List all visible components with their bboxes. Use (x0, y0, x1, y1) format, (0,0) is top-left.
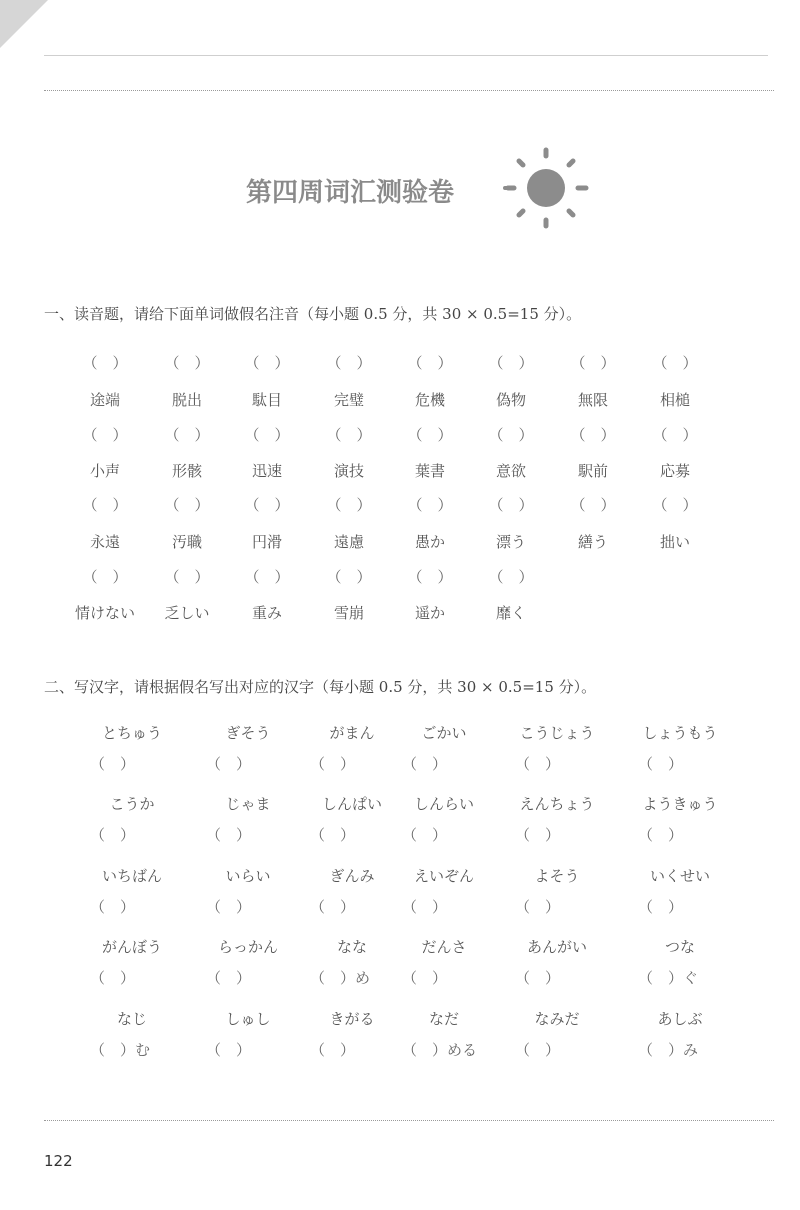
kana-word: ぎそう (225, 724, 271, 742)
kanji-answer-blank[interactable]: （ ） (90, 755, 136, 773)
vocab-word: 愚か (414, 533, 445, 551)
vocab-word: 危機 (414, 391, 445, 409)
vocab-word: 繕う (577, 533, 608, 551)
kana-word: しんぱい (321, 795, 382, 813)
kana-word: きがる (329, 1010, 375, 1028)
kana-word: いちばん (101, 867, 162, 885)
vocab-word: 小声 (89, 462, 120, 480)
reading-blank[interactable]: （ ） (82, 568, 128, 586)
vocab-word: 途端 (89, 391, 120, 409)
reading-blank[interactable]: （ ） (326, 426, 372, 444)
kana-word: つな (664, 938, 695, 956)
reading-blank[interactable]: （ ） (652, 354, 698, 372)
kanji-answer-blank[interactable]: （ ） (206, 898, 252, 916)
kanji-answer-blank[interactable]: （ ） (90, 826, 136, 844)
kanji-answer-blank[interactable]: （ ） (515, 755, 561, 773)
kanji-answer-blank[interactable]: （ ）む (90, 1041, 151, 1059)
vocab-word: 円滑 (251, 533, 282, 551)
vocab-word: 漂う (495, 533, 526, 551)
vocab-word: 相槌 (659, 391, 690, 409)
footer-dotted-rule (44, 1120, 774, 1121)
kana-word: ぎんみ (329, 867, 375, 885)
kanji-answer-blank[interactable]: （ ） (515, 898, 561, 916)
page-corner-fold (0, 0, 48, 48)
kana-word: とちゅう (101, 724, 162, 742)
reading-blank[interactable]: （ ） (164, 426, 210, 444)
vocab-word: 拙い (659, 533, 690, 551)
kanji-answer-blank[interactable]: （ ） (402, 969, 448, 987)
vocab-word: 重み (251, 604, 282, 622)
vocab-word: 遥か (414, 604, 445, 622)
kanji-answer-blank[interactable]: （ ） (310, 898, 356, 916)
kanji-answer-blank[interactable]: （ ） (206, 755, 252, 773)
kana-word: こうか (109, 795, 155, 813)
page-title: 第四周词汇测验卷 (246, 178, 455, 208)
vocab-word: 脱出 (171, 391, 202, 409)
kana-word: しゅし (225, 1010, 271, 1028)
kana-word: えんちょう (519, 795, 595, 813)
kanji-answer-blank[interactable]: （ ） (402, 755, 448, 773)
kana-word: ようきゅう (642, 795, 718, 813)
vocab-word: 迅速 (251, 462, 282, 480)
kanji-answer-blank[interactable]: （ ） (402, 826, 448, 844)
vocab-word: 演技 (333, 462, 364, 480)
kanji-answer-blank[interactable]: （ ） (310, 1041, 356, 1059)
section1-heading: 一、读音题，请给下面单词做假名注音（每小题 0.5 分，共 30 × 0.5=15 分）。 (44, 305, 582, 323)
kanji-answer-blank[interactable]: （ ） (638, 898, 684, 916)
kanji-answer-blank[interactable]: （ ） (90, 898, 136, 916)
kana-word: よそう (534, 867, 580, 885)
reading-blank[interactable]: （ ） (407, 496, 453, 514)
reading-blank[interactable]: （ ） (570, 426, 616, 444)
kanji-answer-blank[interactable]: （ ） (515, 1041, 561, 1059)
kanji-answer-blank[interactable]: （ ） (402, 898, 448, 916)
vocab-word: 駅前 (577, 462, 608, 480)
kana-word: なみだ (534, 1010, 580, 1028)
kanji-answer-blank[interactable]: （ ） (206, 826, 252, 844)
vocab-word: 無限 (577, 391, 608, 409)
reading-blank[interactable]: （ ） (326, 354, 372, 372)
reading-blank[interactable]: （ ） (326, 568, 372, 586)
kanji-answer-blank[interactable]: （ ） (206, 969, 252, 987)
kanji-answer-blank[interactable]: （ ） (310, 755, 356, 773)
kana-word: いらい (225, 867, 271, 885)
vocab-word: 永遠 (89, 533, 120, 551)
kana-word: ごかい (421, 724, 467, 742)
section2-heading: 二、写汉字，请根据假名写出对应的汉字（每小题 0.5 分，共 30 × 0.5=15 分）。 (44, 678, 597, 696)
page-number: 122 (44, 1152, 73, 1170)
reading-blank[interactable]: （ ） (244, 496, 290, 514)
kana-word: あんがい (526, 938, 587, 956)
reading-blank[interactable]: （ ） (326, 496, 372, 514)
kana-word: だんさ (421, 938, 467, 956)
reading-blank[interactable]: （ ） (570, 496, 616, 514)
header-dotted-rule (44, 90, 774, 91)
kana-word: らっかん (217, 938, 278, 956)
reading-blank[interactable]: （ ） (244, 426, 290, 444)
vocab-word: 偽物 (495, 391, 526, 409)
vocab-word: 情けない (74, 604, 135, 622)
reading-blank[interactable]: （ ） (82, 496, 128, 514)
reading-blank[interactable]: （ ） (164, 496, 210, 514)
kana-word: なな (336, 938, 367, 956)
kanji-answer-blank[interactable]: （ ）ぐ (638, 969, 699, 987)
vocab-word: 意欲 (495, 462, 526, 480)
kana-word: がんぼう (101, 938, 162, 956)
vocab-word: 形骸 (171, 462, 202, 480)
vocab-word: 完璧 (333, 391, 364, 409)
kanji-answer-blank[interactable]: （ ） (310, 826, 356, 844)
vocab-word: 汚職 (171, 533, 202, 551)
kana-word: えいぞん (413, 867, 474, 885)
reading-blank[interactable]: （ ） (488, 496, 534, 514)
vocab-word: 雪崩 (333, 604, 364, 622)
vocab-word: 乏しい (164, 604, 210, 622)
kana-word: がまん (329, 724, 375, 742)
vocab-word: 遠慮 (333, 533, 364, 551)
reading-blank[interactable]: （ ） (82, 354, 128, 372)
vocab-word: 応募 (659, 462, 690, 480)
kana-word: しょうもう (642, 724, 718, 742)
reading-blank[interactable]: （ ） (407, 426, 453, 444)
reading-blank[interactable]: （ ） (570, 354, 616, 372)
reading-blank[interactable]: （ ） (488, 354, 534, 372)
kana-word: しんらい (413, 795, 474, 813)
reading-blank[interactable]: （ ） (82, 426, 128, 444)
kana-word: なだ (428, 1010, 459, 1028)
reading-blank[interactable]: （ ） (244, 568, 290, 586)
kanji-answer-blank[interactable]: （ ） (515, 969, 561, 987)
kana-word: あしぶ (657, 1010, 703, 1028)
vocab-word: 駄目 (251, 391, 282, 409)
reading-blank[interactable]: （ ） (407, 354, 453, 372)
reading-blank[interactable]: （ ） (407, 568, 453, 586)
kanji-answer-blank[interactable]: （ ）める (402, 1041, 478, 1059)
reading-blank[interactable]: （ ） (488, 568, 534, 586)
reading-blank[interactable]: （ ） (164, 568, 210, 586)
kanji-answer-blank[interactable]: （ ） (90, 969, 136, 987)
kanji-answer-blank[interactable]: （ ） (206, 1041, 252, 1059)
kanji-answer-blank[interactable]: （ ） (638, 826, 684, 844)
reading-blank[interactable]: （ ） (244, 354, 290, 372)
header-rule (44, 55, 768, 56)
kana-word: こうじょう (519, 724, 595, 742)
reading-blank[interactable]: （ ） (652, 496, 698, 514)
kanji-answer-blank[interactable]: （ ） (515, 826, 561, 844)
kanji-answer-blank[interactable]: （ ）め (310, 969, 371, 987)
kana-word: じゃま (225, 795, 271, 813)
sun-icon (503, 145, 593, 235)
vocab-word: 葉書 (414, 462, 445, 480)
kanji-answer-blank[interactable]: （ ） (638, 755, 684, 773)
kanji-answer-blank[interactable]: （ ）み (638, 1041, 699, 1059)
reading-blank[interactable]: （ ） (652, 426, 698, 444)
kana-word: なじ (116, 1010, 147, 1028)
reading-blank[interactable]: （ ） (488, 426, 534, 444)
reading-blank[interactable]: （ ） (164, 354, 210, 372)
kana-word: いくせい (649, 867, 710, 885)
vocab-word: 靡く (495, 604, 526, 622)
